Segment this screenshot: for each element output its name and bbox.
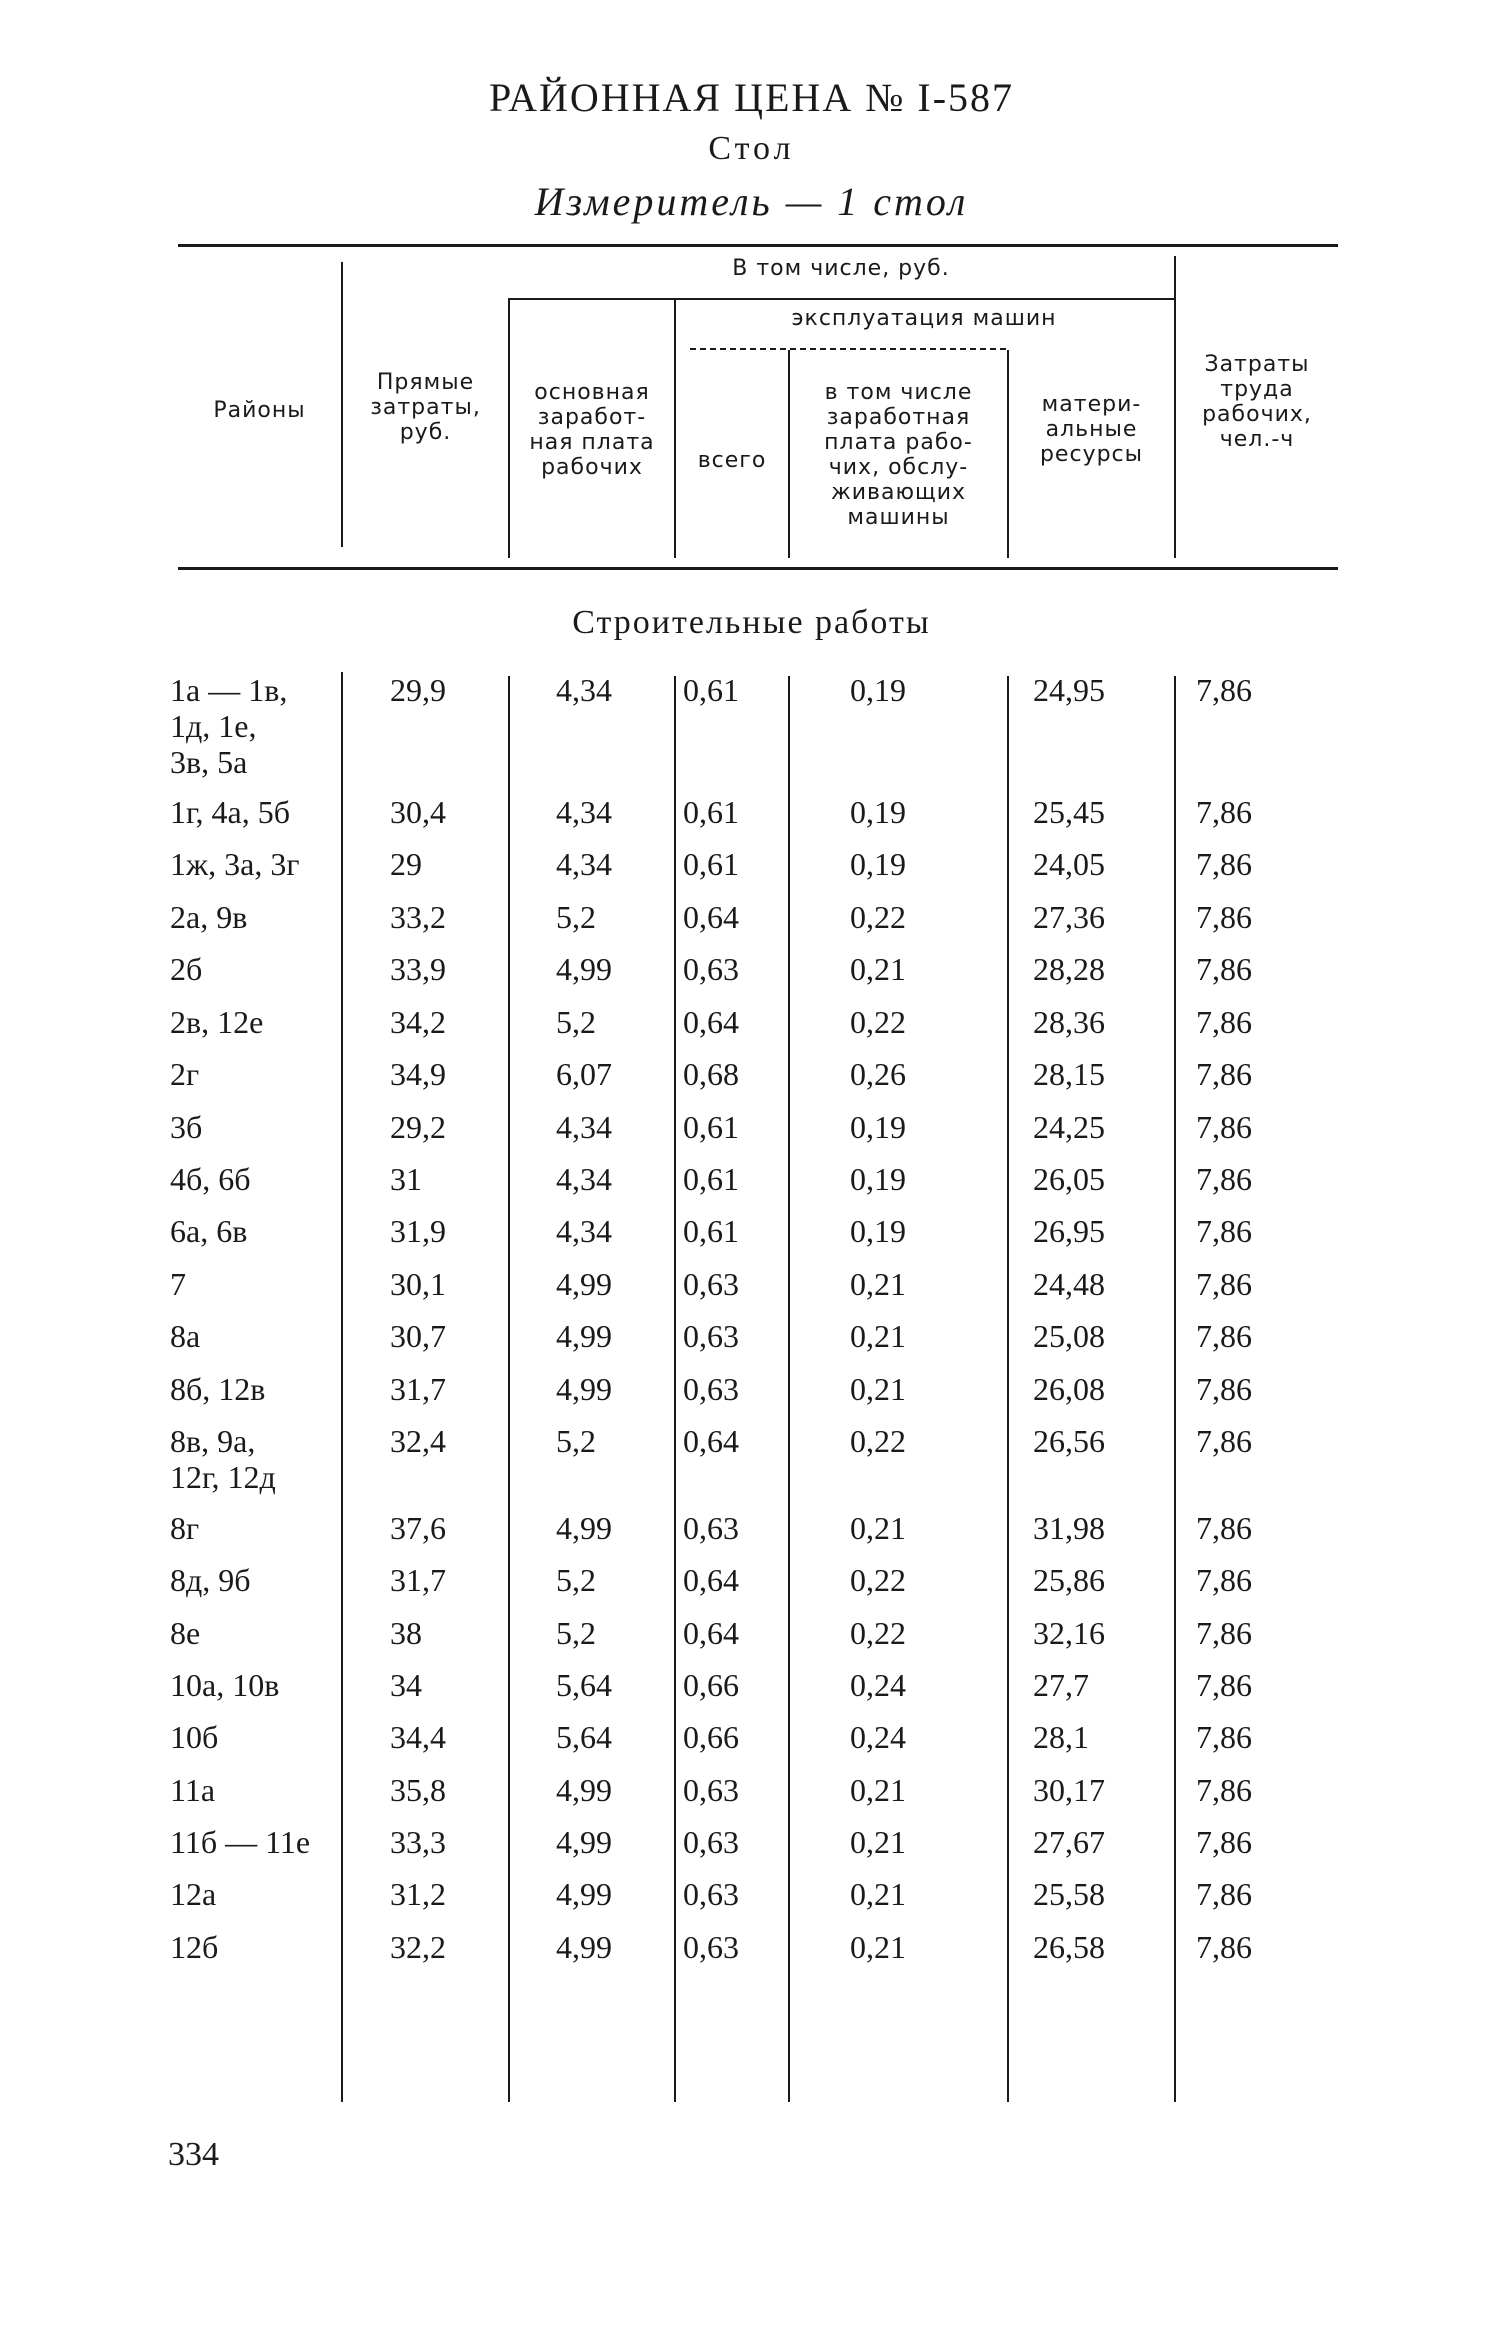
operation-total-cell: 0,61: [683, 1213, 739, 1249]
page-number: 334: [168, 2136, 219, 2173]
operation-wage-cell: 0,22: [850, 1562, 906, 1598]
direct-cost-cell: 38: [390, 1615, 422, 1651]
operation-wage-cell: 0,19: [850, 1109, 906, 1145]
operation-total-cell: 0,64: [683, 1423, 739, 1459]
operation-wage-cell: 0,22: [850, 1615, 906, 1651]
region-cell: 2б: [170, 951, 203, 987]
direct-cost-cell: 32,2: [390, 1929, 446, 1965]
column-divider: [674, 676, 676, 2102]
region-cell: 8в, 9а, 12г, 12д: [170, 1423, 276, 1495]
operation-wage-cell: 0,24: [850, 1667, 906, 1703]
base-wage-cell: 4,99: [556, 1876, 612, 1912]
operation-wage-cell: 0,21: [850, 1266, 906, 1302]
base-wage-cell: 4,99: [556, 1824, 612, 1860]
operation-wage-cell: 0,21: [850, 1371, 906, 1407]
base-wage-cell: 4,99: [556, 1772, 612, 1808]
direct-cost-cell: 31,7: [390, 1562, 446, 1598]
direct-cost-cell: 29,9: [390, 672, 446, 708]
materials-cell: 26,58: [1033, 1929, 1105, 1965]
materials-cell: 27,36: [1033, 899, 1105, 935]
labor-cell: 7,86: [1196, 1562, 1252, 1598]
operation-total-cell: 0,64: [683, 1004, 739, 1040]
region-cell: 4б, 6б: [170, 1161, 251, 1197]
direct-cost-cell: 30,4: [390, 794, 446, 830]
labor-cell: 7,86: [1196, 1318, 1252, 1354]
operation-wage-cell: 0,21: [850, 1772, 906, 1808]
column-divider: [341, 672, 343, 2102]
base-wage-cell: 4,34: [556, 794, 612, 830]
labor-cell: 7,86: [1196, 1213, 1252, 1249]
operation-total-cell: 0,61: [683, 672, 739, 708]
header-labor-cost: Затраты труда рабочих, чел.-ч: [1202, 352, 1312, 452]
operation-wage-cell: 0,21: [850, 1824, 906, 1860]
region-cell: 8а: [170, 1318, 201, 1354]
materials-cell: 25,08: [1033, 1318, 1105, 1354]
region-cell: 12а: [170, 1876, 217, 1912]
base-wage-cell: 4,99: [556, 1266, 612, 1302]
materials-cell: 24,05: [1033, 846, 1105, 882]
header-materials: матери- альные ресурсы: [1039, 392, 1144, 467]
labor-cell: 7,86: [1196, 672, 1252, 708]
labor-cell: 7,86: [1196, 1423, 1252, 1459]
base-wage-cell: 5,64: [556, 1667, 612, 1703]
base-wage-cell: 5,2: [556, 1423, 596, 1459]
operation-wage-cell: 0,22: [850, 1423, 906, 1459]
operation-underline: [690, 348, 1006, 350]
item-name: Стол: [708, 130, 795, 167]
header-direct-costs: Прямые затраты, руб.: [370, 370, 481, 445]
column-divider: [508, 676, 510, 2102]
region-cell: 11а: [170, 1772, 216, 1808]
column-divider: [788, 676, 790, 2102]
base-wage-cell: 4,99: [556, 1929, 612, 1965]
operation-total-cell: 0,61: [683, 1109, 739, 1145]
labor-cell: 7,86: [1196, 1109, 1252, 1145]
region-cell: 3б: [170, 1109, 203, 1145]
operation-total-cell: 0,64: [683, 899, 739, 935]
region-cell: 1а — 1в, 1д, 1е, 3в, 5а: [170, 672, 288, 780]
materials-cell: 28,1: [1033, 1719, 1089, 1755]
labor-cell: 7,86: [1196, 1824, 1252, 1860]
labor-cell: 7,86: [1196, 1615, 1252, 1651]
region-cell: 6а, 6в: [170, 1213, 248, 1249]
header-operation: эксплуатация машин: [791, 306, 1057, 331]
base-wage-cell: 4,34: [556, 1161, 612, 1197]
operation-total-cell: 0,63: [683, 1318, 739, 1354]
direct-cost-cell: 32,4: [390, 1423, 446, 1459]
region-cell: 8д, 9б: [170, 1562, 251, 1598]
region-cell: 1г, 4а, 5б: [170, 794, 290, 830]
operation-wage-cell: 0,21: [850, 1318, 906, 1354]
header-operation-wage: в том числе заработная плата рабо- чих, обслу- живающих машины: [824, 380, 973, 530]
region-cell: 7: [170, 1266, 186, 1302]
operation-total-cell: 0,63: [683, 1824, 739, 1860]
region-cell: 12б: [170, 1929, 219, 1965]
region-cell: 2г: [170, 1056, 200, 1092]
region-cell: 8г: [170, 1510, 200, 1546]
materials-cell: 25,58: [1033, 1876, 1105, 1912]
region-cell: 8е: [170, 1615, 201, 1651]
direct-cost-cell: 34,9: [390, 1056, 446, 1092]
materials-cell: 31,98: [1033, 1510, 1105, 1546]
direct-cost-cell: 33,3: [390, 1824, 446, 1860]
operation-wage-cell: 0,26: [850, 1056, 906, 1092]
header-group: В том числе, руб.: [732, 256, 950, 281]
materials-cell: 26,56: [1033, 1423, 1105, 1459]
direct-cost-cell: 33,2: [390, 899, 446, 935]
operation-total-cell: 0,61: [683, 846, 739, 882]
region-cell: 2в, 12е: [170, 1004, 264, 1040]
operation-total-cell: 0,66: [683, 1667, 739, 1703]
operation-wage-cell: 0,19: [850, 672, 906, 708]
labor-cell: 7,86: [1196, 1161, 1252, 1197]
unit-of-measure: Измеритель — 1 стол: [534, 179, 969, 224]
labor-cell: 7,86: [1196, 1004, 1252, 1040]
base-wage-cell: 4,34: [556, 846, 612, 882]
materials-cell: 24,95: [1033, 672, 1105, 708]
table-top-rule: [178, 244, 1338, 247]
header-base-wage: основная заработ- ная плата рабочих: [529, 380, 655, 480]
labor-cell: 7,86: [1196, 1929, 1252, 1965]
base-wage-cell: 4,99: [556, 1371, 612, 1407]
base-wage-cell: 4,34: [556, 1109, 612, 1145]
operation-wage-cell: 0,19: [850, 794, 906, 830]
materials-cell: 26,08: [1033, 1371, 1105, 1407]
labor-cell: 7,86: [1196, 1056, 1252, 1092]
labor-cell: 7,86: [1196, 1719, 1252, 1755]
materials-cell: 24,48: [1033, 1266, 1105, 1302]
operation-total-cell: 0,63: [683, 1510, 739, 1546]
base-wage-cell: 5,2: [556, 1615, 596, 1651]
base-wage-cell: 4,34: [556, 1213, 612, 1249]
materials-cell: 32,16: [1033, 1615, 1105, 1651]
operation-wage-cell: 0,24: [850, 1719, 906, 1755]
materials-cell: 26,05: [1033, 1161, 1105, 1197]
materials-cell: 26,95: [1033, 1213, 1105, 1249]
direct-cost-cell: 34: [390, 1667, 422, 1703]
labor-cell: 7,86: [1196, 1371, 1252, 1407]
operation-total-cell: 0,63: [683, 1371, 739, 1407]
direct-cost-cell: 33,9: [390, 951, 446, 987]
group-underline: [508, 298, 1174, 300]
region-cell: 10б: [170, 1719, 219, 1755]
operation-total-cell: 0,63: [683, 1876, 739, 1912]
labor-cell: 7,86: [1196, 1772, 1252, 1808]
base-wage-cell: 5,2: [556, 1004, 596, 1040]
direct-cost-cell: 31: [390, 1161, 422, 1197]
labor-cell: 7,86: [1196, 846, 1252, 882]
operation-wage-cell: 0,22: [850, 899, 906, 935]
materials-cell: 25,45: [1033, 794, 1105, 830]
operation-wage-cell: 0,21: [850, 1929, 906, 1965]
operation-wage-cell: 0,21: [850, 951, 906, 987]
direct-cost-cell: 35,8: [390, 1772, 446, 1808]
operation-total-cell: 0,63: [683, 1772, 739, 1808]
operation-total-cell: 0,61: [683, 1161, 739, 1197]
operation-total-cell: 0,63: [683, 1266, 739, 1302]
operation-total-cell: 0,63: [683, 951, 739, 987]
direct-cost-cell: 34,4: [390, 1719, 446, 1755]
section-title: Строительные работы: [572, 604, 931, 641]
base-wage-cell: 4,99: [556, 1318, 612, 1354]
labor-cell: 7,86: [1196, 794, 1252, 830]
operation-total-cell: 0,61: [683, 794, 739, 830]
region-cell: 8б, 12в: [170, 1371, 266, 1407]
materials-cell: 27,67: [1033, 1824, 1105, 1860]
header-divider: [674, 300, 676, 558]
materials-cell: 28,36: [1033, 1004, 1105, 1040]
materials-cell: 27,7: [1033, 1667, 1089, 1703]
base-wage-cell: 5,2: [556, 1562, 596, 1598]
base-wage-cell: 5,64: [556, 1719, 612, 1755]
operation-wage-cell: 0,21: [850, 1876, 906, 1912]
base-wage-cell: 4,99: [556, 951, 612, 987]
base-wage-cell: 6,07: [556, 1056, 612, 1092]
operation-wage-cell: 0,19: [850, 1161, 906, 1197]
operation-total-cell: 0,64: [683, 1615, 739, 1651]
direct-cost-cell: 29,2: [390, 1109, 446, 1145]
materials-cell: 28,28: [1033, 951, 1105, 987]
materials-cell: 28,15: [1033, 1056, 1105, 1092]
direct-cost-cell: 31,9: [390, 1213, 446, 1249]
column-divider: [1174, 676, 1176, 2102]
materials-cell: 24,25: [1033, 1109, 1105, 1145]
operation-total-cell: 0,68: [683, 1056, 739, 1092]
direct-cost-cell: 34,2: [390, 1004, 446, 1040]
header-region: Районы: [213, 398, 306, 423]
labor-cell: 7,86: [1196, 1510, 1252, 1546]
region-cell: 11б — 11е: [170, 1824, 311, 1860]
column-divider: [1007, 676, 1009, 2102]
operation-total-cell: 0,66: [683, 1719, 739, 1755]
region-cell: 2а, 9в: [170, 899, 248, 935]
direct-cost-cell: 30,1: [390, 1266, 446, 1302]
direct-cost-cell: 31,7: [390, 1371, 446, 1407]
header-bottom-rule: [178, 567, 1338, 570]
operation-total-cell: 0,64: [683, 1562, 739, 1598]
operation-total-cell: 0,63: [683, 1929, 739, 1965]
labor-cell: 7,86: [1196, 1266, 1252, 1302]
direct-cost-cell: 31,2: [390, 1876, 446, 1912]
materials-cell: 30,17: [1033, 1772, 1105, 1808]
document-title: РАЙОННАЯ ЦЕНА № I-587: [488, 75, 1015, 120]
materials-cell: 25,86: [1033, 1562, 1105, 1598]
labor-cell: 7,86: [1196, 1667, 1252, 1703]
header-operation-total: всего: [697, 448, 767, 473]
operation-wage-cell: 0,22: [850, 1004, 906, 1040]
base-wage-cell: 4,99: [556, 1510, 612, 1546]
labor-cell: 7,86: [1196, 899, 1252, 935]
operation-wage-cell: 0,21: [850, 1510, 906, 1546]
base-wage-cell: 4,34: [556, 672, 612, 708]
operation-wage-cell: 0,19: [850, 846, 906, 882]
region-cell: 1ж, 3а, 3г: [170, 846, 300, 882]
operation-wage-cell: 0,19: [850, 1213, 906, 1249]
direct-cost-cell: 30,7: [390, 1318, 446, 1354]
labor-cell: 7,86: [1196, 1876, 1252, 1912]
direct-cost-cell: 29: [390, 846, 422, 882]
base-wage-cell: 5,2: [556, 899, 596, 935]
region-cell: 10а, 10в: [170, 1667, 280, 1703]
labor-cell: 7,86: [1196, 951, 1252, 987]
direct-cost-cell: 37,6: [390, 1510, 446, 1546]
